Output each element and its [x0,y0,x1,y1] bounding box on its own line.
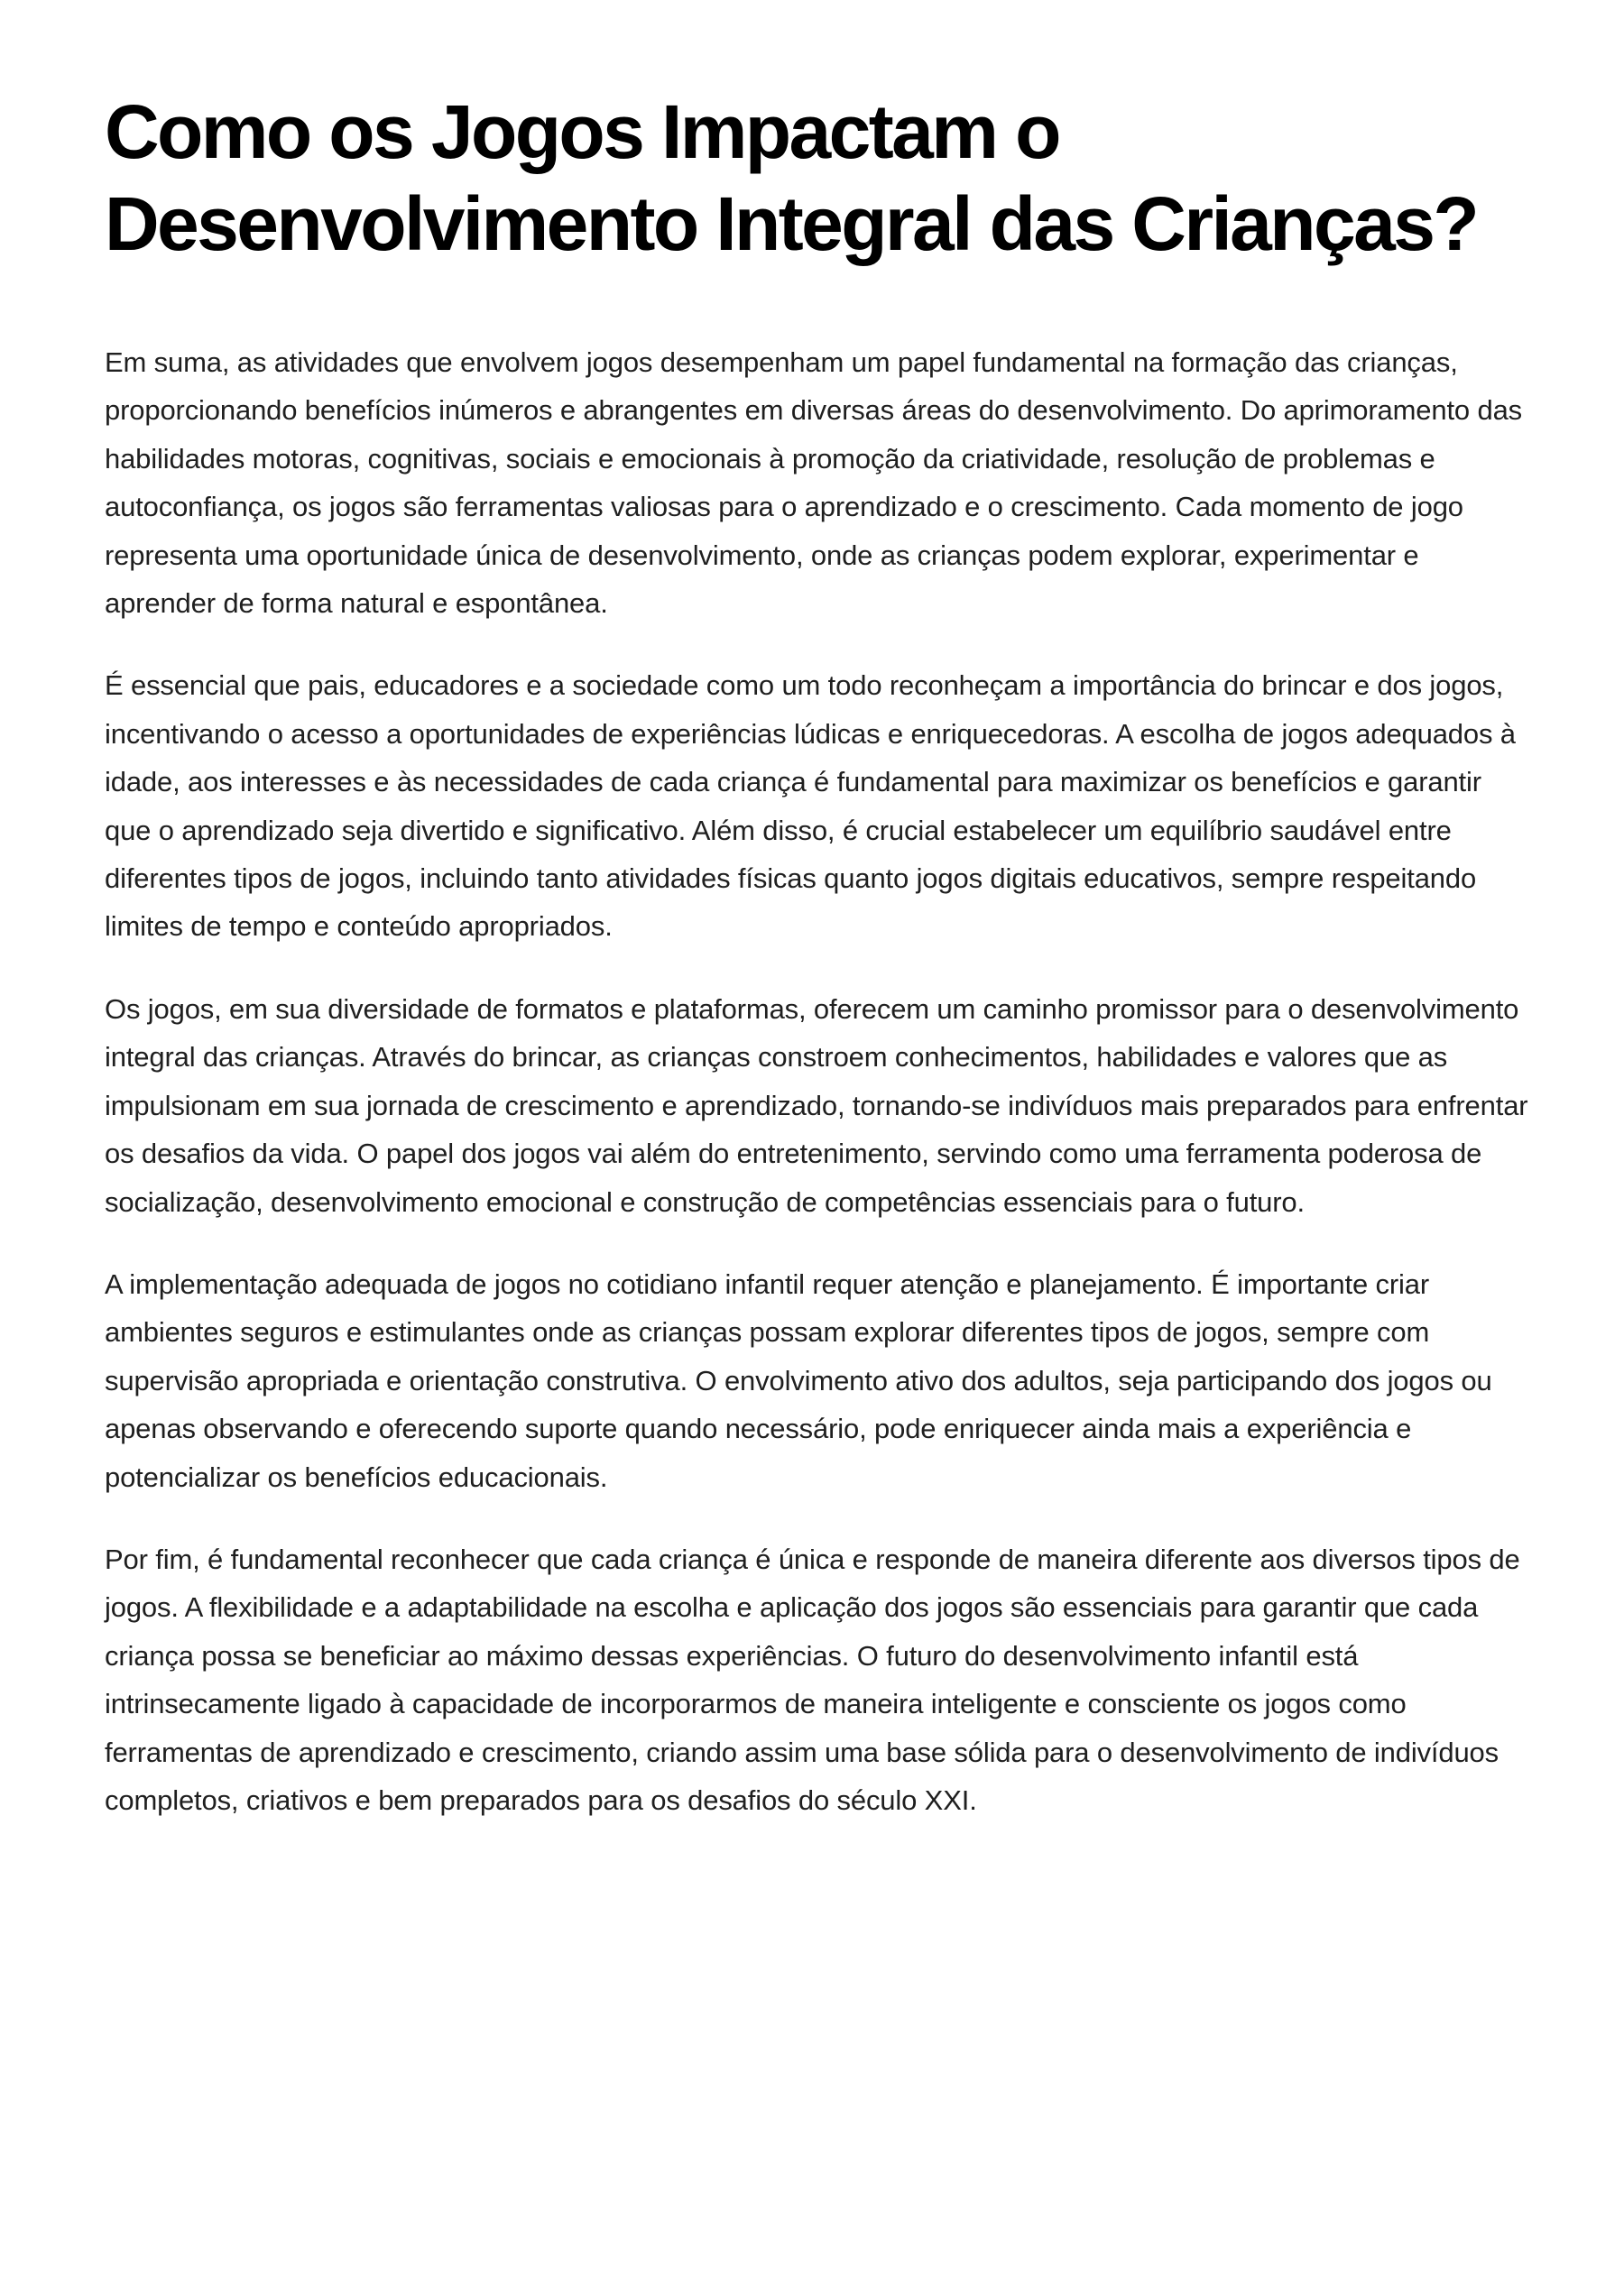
paragraph: Por fim, é fundamental reconhecer que cada criança é única e responde de maneira diferente aos diversos tipos de jogos. A flexibilidade e a adaptabilidade na escolha e aplicação dos jogos são essenciais para garantir que cada criança possa se beneficiar ao máximo dessas experiências. O futuro do desenvolvimento infantil está intrinsecamente ligado à capacidade de incorporarmos de maneira inteligente e consciente os jogos como ferramentas de aprendizado e crescimento, criando assim uma base sólida para o desenvolvimento de indivíduos completos, criativos e bem preparados para os desafios do século XXI. [105,1543,1520,1816]
paragraph: Em suma, as atividades que envolvem jogos desempenham um papel fundamental na formação das crianças, proporcionando benefícios inúmeros e abrangentes em diversas áreas do desenvolvimento. Do aprimoramento das habilidades motoras, cognitivas, sociais e emocionais à promoção da criatividade, resolução de problemas e autoconfiança, os jogos são ferramentas valiosas para o aprendizado e o crescimento. Cada momento de jogo representa uma oportunidade única de desenvolvimento, onde as crianças podem explorar, experimentar e aprender de forma natural e espontânea. [105,346,1523,620]
paragraph: É essencial que pais, educadores e a sociedade como um todo reconheçam a importância do brincar e dos jogos, incentivando o acesso a oportunidades de experiências lúdicas e enriquecedoras. A escolha de jogos adequados à idade, aos interesses e às necessidades de cada criança é fundamental para maximizar os benefícios e garantir que o aprendizado seja divertido e significativo. Além disso, é crucial estabelecer um equilíbrio saudável entre diferentes tipos de jogos, incluindo tanto atividades físicas quanto jogos digitais educativos, sempre respeitando limites de tempo e conteúdo apropriados. [105,669,1516,943]
paragraph: Os jogos, em sua diversidade de formatos e plataformas, oferecem um caminho promissor para o desenvolvimento integral das crianças. Através do brincar, as crianças constroem conhecimentos, habilidades e valores que as impulsionam em sua jornada de crescimento e aprendizado, tornando-se indivíduos mais preparados para enfrentar os desafios da vida. O papel dos jogos vai além do entretenimento, servindo como uma ferramenta poderosa de socialização, desenvolvimento emocional e construção de competências essenciais para o futuro. [105,992,1528,1218]
page-title: Como os Jogos Impactam o Desenvolvimento Integral das Crianças? [105,89,1478,266]
paragraph: A implementação adequada de jogos no cotidiano infantil requer atenção e planejamento. É importante criar ambientes seguros e estimulantes onde as crianças possam explorar diferentes tipos de jogos, sempre com supervisão apropriada e orientação construtiva. O envolvimento ativo dos adultos, seja participando dos jogos ou apenas observando e oferecendo suporte quando necessário, pode enriquecer ainda mais a experiência e potencializar os benefícios educacionais. [105,1267,1492,1493]
